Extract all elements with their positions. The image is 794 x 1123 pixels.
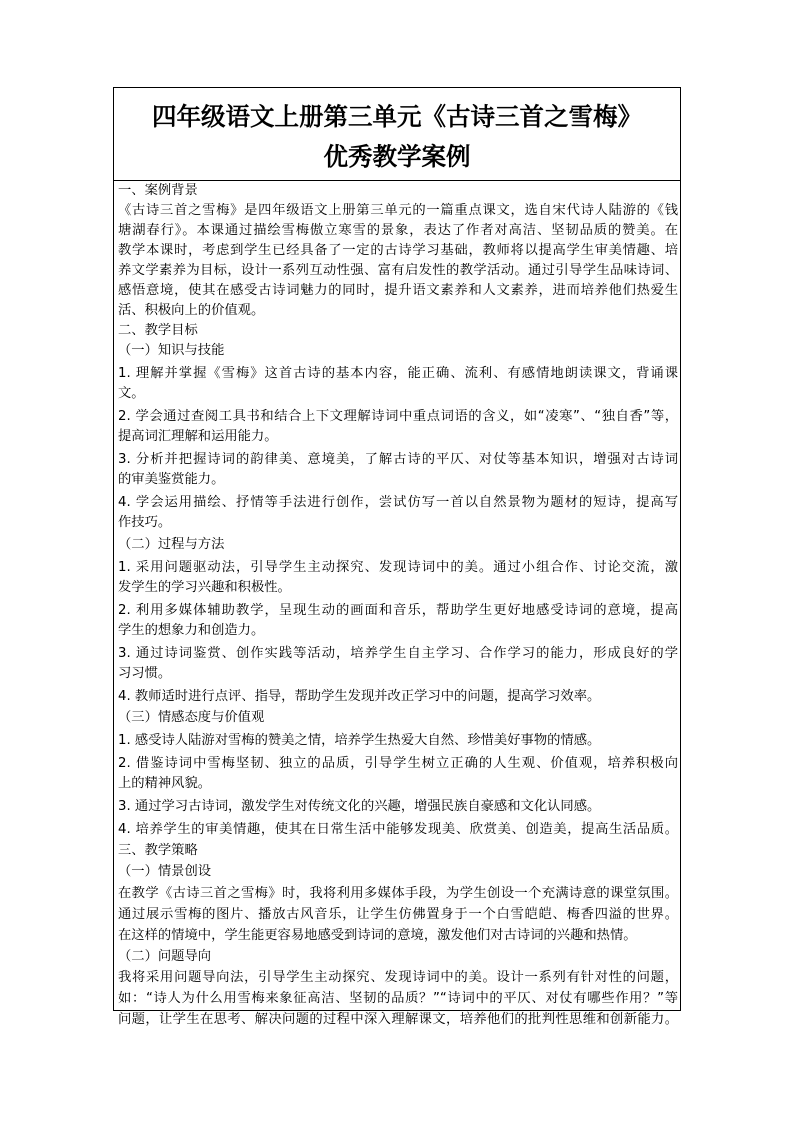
text-line: 我将采用问题导向法，引导学生主动探究、发现诗词中的美。设计一系列有针对性的问题，: [118, 970, 678, 985]
text-line: （二）问题导向: [118, 949, 212, 964]
text-line: 的审美鉴赏能力。: [118, 472, 225, 487]
text-line: 习习惯。: [118, 666, 172, 681]
text-line: 塘湖春行》。本课通过描绘雪梅傲立寒雪的景象，表达了作者对高洁、坚韧品质的赞美。在: [118, 223, 678, 238]
text-line: 3. 通过学习古诗词，激发学生对传统文化的兴趣，增强民族自豪感和文化认同感。: [118, 799, 601, 814]
text-line: 1. 采用问题驱动法，引导学生主动探究、发现诗词中的美。通过小组合作、讨论交流，激: [118, 560, 678, 575]
text-line: 作技巧。: [118, 515, 172, 530]
text-line: 《古诗三首之雪梅》是四年级语文上册第三单元的一篇重点课文，选自宋代诗人陆游的《钱: [118, 203, 678, 218]
text-line: 养文学素养为目标，设计一系列互动性强、富有启发性的教学活动。通过引导学生品味诗词、: [118, 263, 678, 278]
document-subtitle: 优秀教学案例: [323, 142, 471, 171]
text-line: （三）情感态度与价值观: [118, 710, 265, 725]
text-line: 2. 学会通过查阅工具书和结合上下文理解诗词中重点词语的含义，如“凌寒”、“独自香”等，: [118, 409, 678, 424]
text-line: 4. 教师适时进行点评、指导，帮助学生发现并改正学习中的问题，提高学习效率。: [118, 689, 601, 704]
text-line: （二）过程与方法: [118, 537, 225, 552]
text-line: 3. 通过诗词鉴赏、创作实践等活动，培养学生自主学习、合作学习的能力，形成良好的学: [118, 646, 678, 661]
text-line: 在教学《古诗三首之雪梅》时，我将利用多媒体手段，为学生创设一个充满诗意的课堂氛围。: [118, 886, 678, 901]
text-line: 教学本课时，考虑到学生已经具备了一定的古诗学习基础，教师将以提高学生审美情趣、培: [118, 243, 678, 258]
text-line: 4. 学会运用描绘、抒情等手法进行创作，尝试仿写一首以自然景物为题材的短诗，提高写: [118, 495, 678, 510]
text-line: 1. 理解并掌握《雪梅》这首古诗的基本内容，能正确、流利、有感情地朗读课文，背诵课: [118, 366, 678, 381]
text-line: 感悟意境，使其在感受古诗词魅力的同时，提升语文素养和人文素养，进而培养他们热爱生: [118, 283, 678, 298]
text-line: 在这样的情境中，学生能更容易地感受到诗词的意境，激发他们对古诗词的兴趣和热情。: [118, 928, 637, 943]
text-line: 一、案例背景: [118, 183, 198, 198]
text-line: 问题，让学生在思考、解决问题的过程中深入理解课文，培养他们的批判性思维和创新能力。: [118, 1012, 678, 1027]
text-line: 提高词汇理解和运用能力。: [118, 429, 278, 444]
text-line: 三、教学策略: [118, 843, 198, 858]
text-line: 4. 培养学生的审美情趣，使其在日常生活中能够发现美、欣赏美、创造美，提高生活品质。: [118, 822, 678, 837]
text-line: 文。: [118, 386, 145, 401]
text-line: 上的精神风貌。: [118, 776, 212, 791]
text-line: 2. 利用多媒体辅助教学，呈现生动的画面和音乐，帮助学生更好地感受诗词的意境，提高: [118, 603, 678, 618]
text-line: （一）知识与技能: [118, 343, 225, 358]
text-line: 1. 感受诗人陆游对雪梅的赞美之情，培养学生热爱大自然、珍惜美好事物的情感。: [118, 733, 601, 748]
text-line: （一）情景创设: [118, 864, 212, 879]
text-line: 2. 借鉴诗词中雪梅坚韧、独立的品质，引导学生树立正确的人生观、价值观，培养积极向: [118, 756, 678, 771]
text-line: 发学生的学习兴趣和积极性。: [118, 580, 291, 595]
text-line: 学生的想象力和创造力。: [118, 623, 265, 638]
title-cell: [114, 88, 680, 181]
text-line: 二、教学目标: [118, 323, 198, 338]
document-table: [113, 87, 681, 1027]
text-line: 通过展示雪梅的图片、播放古风音乐，让学生仿佛置身于一个白雪皑皑、梅香四溢的世界。: [118, 907, 678, 922]
document-title: 四年级语文上册第三单元《古诗三首之雪梅》: [152, 102, 642, 131]
text-line: 活、积极向上的价值观。: [118, 303, 265, 318]
text-line: 3. 分析并把握诗词的韵律美、意境美，了解古诗的平仄、对仗等基本知识，增强对古诗词: [118, 452, 678, 467]
text-line: 如：“诗人为什么用雪梅来象征高洁、坚韧的品质？”“诗词中的平仄、对仗有哪些作用？”等: [118, 991, 678, 1006]
